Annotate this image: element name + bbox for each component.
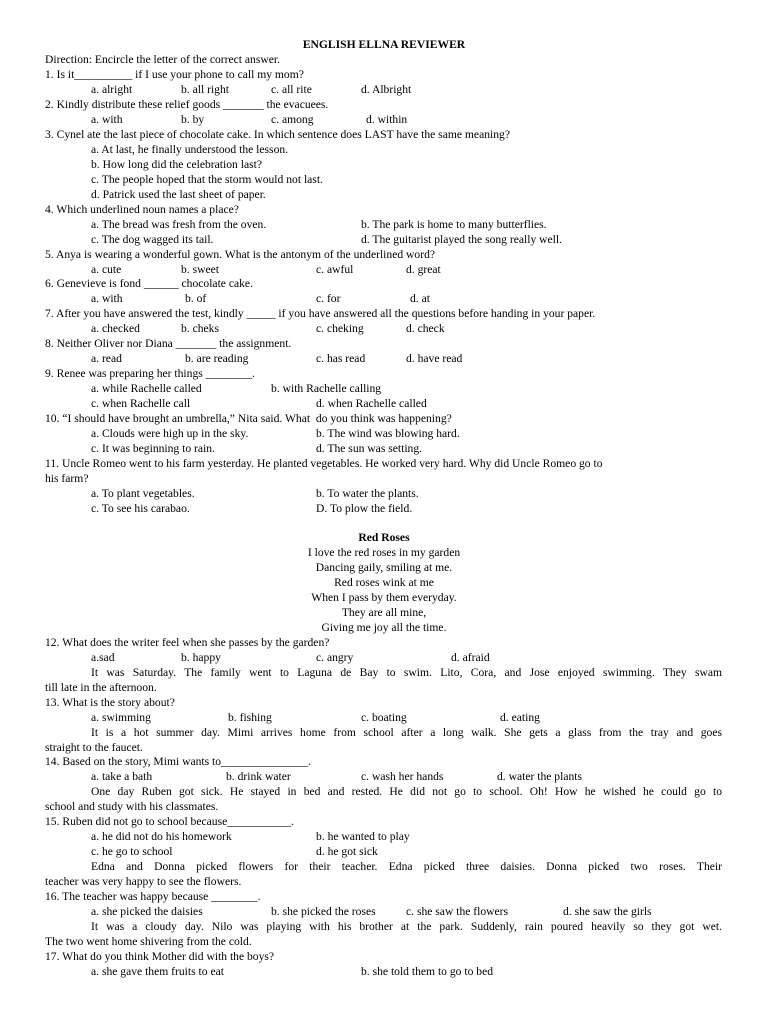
question-8-option-b: b. are reading [185, 352, 249, 365]
question-4-option-c: c. The dog wagged its tail. [91, 233, 214, 246]
question-10-stem: 10. “I should have brought an umbrella,” Nita said. What do you think was happening? [45, 412, 452, 425]
question-3-option-d: d. Patrick used the last sheet of paper. [91, 188, 266, 201]
question-16-option-b: b. she picked the roses [271, 905, 376, 918]
question-3-option-a: a. At last, he finally understood the lesson. [91, 143, 289, 156]
question-9-option-d: d. when Rachelle called [316, 397, 427, 410]
question-16-stem: 16. The teacher was happy because ________. [45, 890, 261, 903]
passage-4-line-2: teacher was very happy to see the flowers. [45, 875, 242, 888]
question-17-option-a: a. she gave them fruits to eat [91, 965, 224, 978]
question-7-option-b: b. cheks [181, 322, 219, 335]
question-9-option-c: c. when Rachelle call [91, 397, 191, 410]
question-11-stem-line-2: his farm? [45, 472, 89, 485]
question-2-stem: 2. Kindly distribute these relief goods _______ the evacuees. [45, 98, 329, 111]
question-12-option-b: b. happy [181, 651, 221, 664]
question-10-option-c: c. It was beginning to rain. [91, 442, 215, 455]
question-11-stem-line-1: 11. Uncle Romeo went to his farm yesterday. He planted vegetables. He worked very hard. Why did Uncle Romeo go to [45, 457, 603, 470]
question-2-option-d: d. within [366, 113, 408, 126]
question-6-option-a: a. with [91, 292, 123, 305]
question-4-option-b: b. The park is home to many butterflies. [361, 218, 547, 231]
question-3-option-b: b. How long did the celebration last? [91, 158, 262, 171]
question-5-option-b: b. sweet [181, 263, 219, 276]
question-15-option-c: c. he go to school [91, 845, 173, 858]
question-11-option-d: D. To plow the field. [316, 502, 413, 515]
question-9-option-b: b. with Rachelle calling [271, 382, 382, 395]
question-13-option-b: b. fishing [228, 711, 272, 724]
question-5-option-c: c. awful [316, 263, 354, 276]
passage-3-line-2: school and study with his classmates. [45, 800, 219, 813]
question-14-option-a: a. take a bath [91, 770, 153, 783]
question-13-option-d: d. eating [500, 711, 540, 724]
question-8-option-d: d. have read [406, 352, 463, 365]
question-9-option-a: a. while Rachelle called [91, 382, 202, 395]
question-11-option-a: a. To plant vegetables. [91, 487, 195, 500]
question-14-option-c: c. wash her hands [361, 770, 444, 783]
question-9-stem: 9. Renee was preparing her things ________. [45, 367, 255, 380]
question-2-option-a: a. with [91, 113, 123, 126]
question-10-option-d: d. The sun was setting. [316, 442, 423, 455]
question-16-option-a: a. she picked the daisies [91, 905, 203, 918]
question-5-option-d: d. great [406, 263, 441, 276]
question-10-option-a: a. Clouds were high up in the sky. [91, 427, 249, 440]
question-2-option-b: b. by [181, 113, 205, 126]
question-12-option-d: d. afraid [451, 651, 490, 664]
poem-line: When I pass by them everyday. [311, 591, 457, 604]
question-12-option-c: c. angry [316, 651, 354, 664]
question-5-option-a: a. cute [91, 263, 122, 276]
passage-5-line-1: It was a cloudy day. Nilo was playing with his brother at the park. Suddenly, rain poured heavily so they got wet. [91, 920, 722, 933]
question-6-option-c: c. for [316, 292, 341, 305]
question-17-option-b: b. she told them to go to bed [361, 965, 494, 978]
question-1-option-d: d. Albright [361, 83, 412, 96]
question-3-stem: 3. Cynel ate the last piece of chocolate cake. In which sentence does LAST have the same meaning? [45, 128, 510, 141]
question-15-stem: 15. Ruben did not go to school because___________. [45, 815, 294, 828]
question-12-option-a: a.sad [91, 651, 115, 664]
question-11-option-b: b. To water the plants. [316, 487, 419, 500]
question-11-option-c: c. To see his carabao. [91, 502, 190, 515]
passage-4-line-1: Edna and Donna picked flowers for their teacher. Edna picked three daisies. Donna picked two roses. Their [91, 860, 722, 873]
question-2-option-c: c. among [271, 113, 314, 126]
question-4-option-a: a. The bread was fresh from the oven. [91, 218, 267, 231]
question-6-option-b: b. of [185, 292, 207, 305]
question-7-option-d: d. check [406, 322, 445, 335]
question-7-option-c: c. cheking [316, 322, 364, 335]
question-16-option-d: d. she saw the girls [563, 905, 652, 918]
question-1-option-c: c. all rite [271, 83, 312, 96]
question-10-option-b: b. The wind was blowing hard. [316, 427, 460, 440]
question-7-option-a: a. checked [91, 322, 140, 335]
direction-text: Direction: Encircle the letter of the correct answer. [45, 53, 280, 66]
document-title: ENGLISH ELLNA REVIEWER [302, 38, 466, 51]
question-15-option-d: d. he got sick [316, 845, 378, 858]
question-3-option-c: c. The people hoped that the storm would not last. [91, 173, 323, 186]
question-13-option-c: c. boating [361, 711, 407, 724]
passage-3-line-1: One day Ruben got sick. He stayed in bed and rested. He did not go to school. Oh! How he wished he could go to [91, 785, 722, 798]
poem-line: Red roses wink at me [334, 576, 434, 589]
poem-line: They are all mine, [341, 606, 427, 619]
question-7-stem: 7. After you have answered the test, kindly _____ if you have answered all the questions before handing in your paper. [45, 307, 596, 320]
passage-1-line-1: It was Saturday. The family went to Laguna de Bay to swim. Lito, Cora, and Jose enjoyed swimming. They swam [91, 666, 722, 679]
question-14-option-b: b. drink water [226, 770, 291, 783]
question-1-option-b: b. all right [181, 83, 229, 96]
question-4-option-d: d. The guitarist played the song really well. [361, 233, 563, 246]
question-8-option-c: c. has read [316, 352, 366, 365]
passage-2-line-2: straight to the faucet. [45, 741, 143, 754]
passage-1-line-2: till late in the afternoon. [45, 681, 157, 694]
poem-title: Red Roses [358, 531, 410, 544]
poem-line: I love the red roses in my garden [307, 546, 461, 559]
question-4-stem: 4. Which underlined noun names a place? [45, 203, 239, 216]
question-6-option-d: d. at [410, 292, 430, 305]
question-1-option-a: a. alright [91, 83, 133, 96]
question-12-stem: 12. What does the writer feel when she passes by the garden? [45, 636, 330, 649]
question-14-stem: 14. Based on the story, Mimi wants to_______________. [45, 755, 311, 768]
question-13-stem: 13. What is the story about? [45, 696, 175, 709]
question-1-stem: 1. Is it__________ if I use your phone to call my mom? [45, 68, 304, 81]
question-8-stem: 8. Neither Oliver nor Diana _______ the assignment. [45, 337, 292, 350]
question-17-stem: 17. What do you think Mother did with the boys? [45, 950, 275, 963]
poem-line: Giving me joy all the time. [321, 621, 447, 634]
question-13-option-a: a. swimming [91, 711, 151, 724]
question-14-option-d: d. water the plants [497, 770, 582, 783]
question-15-option-a: a. he did not do his homework [91, 830, 232, 843]
question-6-stem: 6. Genevieve is fond ______ chocolate cake. [45, 277, 253, 290]
question-16-option-c: c. she saw the flowers [406, 905, 509, 918]
question-15-option-b: b. he wanted to play [316, 830, 410, 843]
question-8-option-a: a. read [91, 352, 122, 365]
passage-5-line-2: The two went home shivering from the cold. [45, 935, 252, 948]
poem-line: Dancing gaily, smiling at me. [315, 561, 453, 574]
passage-2-line-1: It is a hot summer day. Mimi arrives home from school after a long walk. She gets a glass from the tray and goes [91, 726, 722, 739]
question-5-stem: 5. Anya is wearing a wonderful gown. What is the antonym of the underlined word? [45, 248, 436, 261]
